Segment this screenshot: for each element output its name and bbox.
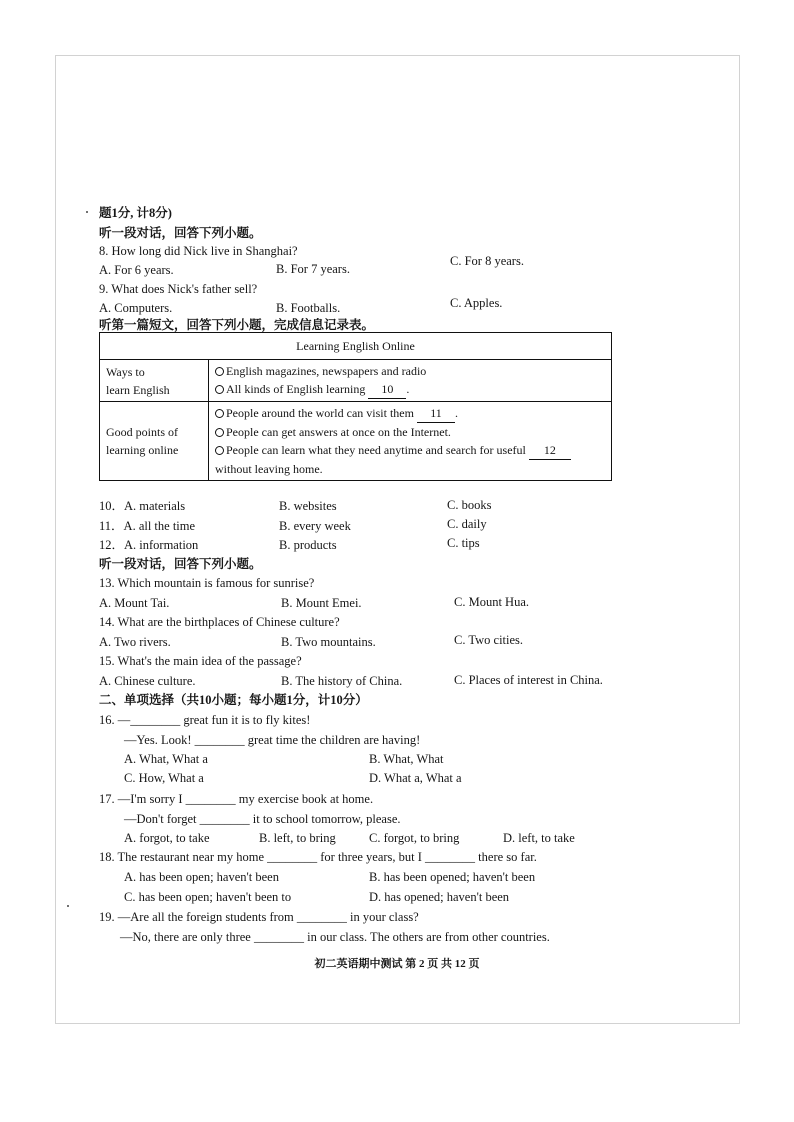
q14-option-c: C. Two cities. — [454, 633, 524, 647]
question-8: 8. How long did Nick live in Shanghai? — [99, 244, 298, 258]
q9-option-c: C. Apples. — [450, 296, 503, 310]
item-text: . — [406, 382, 410, 396]
scan-speck — [86, 211, 88, 213]
section-intro: 题1分, 计8分) — [99, 206, 172, 220]
page-footer: 初二英语期中测试 第 2 页 共 12 页 — [314, 958, 480, 970]
q16-option-c: C. How, What a — [124, 771, 204, 785]
table-item — [215, 404, 605, 423]
q18-option-d: D. has opened; haven't been — [369, 890, 510, 904]
label-line: learning online — [106, 443, 179, 457]
q14-option-a: A. Two rivers. — [99, 635, 171, 649]
blank-10[interactable]: 10 — [368, 380, 406, 399]
q12-option-c: C. tips — [447, 536, 480, 550]
q11-option-b: B. every week — [279, 519, 351, 533]
question-15: 15. What's the main idea of the passage? — [99, 654, 302, 668]
label-line: learn English — [106, 382, 170, 397]
question-19-reply: —No, there are only three ________ in our class. The others are from other countries. — [120, 930, 550, 944]
blank-12[interactable]: 12 — [529, 441, 571, 460]
item-text: . — [454, 406, 458, 420]
q16-option-b: B. What, What — [369, 752, 444, 766]
circle-bullet-icon — [215, 367, 224, 376]
dialog-instruction: 听一段对话，回答下列小题。 — [99, 557, 262, 571]
q13-option-b: B. Mount Emei. — [281, 596, 362, 610]
q9-option-b: B. Footballs. — [276, 301, 341, 315]
question-13: 13. Which mountain is famous for sunrise? — [99, 576, 315, 590]
table-item — [215, 423, 605, 441]
table-title: Learning English Online — [100, 333, 612, 360]
q9-option-a: A. Computers. — [99, 301, 173, 315]
q10-option-b: B. websites — [279, 499, 337, 513]
q18-option-b: B. has been opened; haven't been — [369, 870, 536, 884]
q15-option-c: C. Places of interest in China. — [454, 673, 603, 687]
label-line: Ways to — [106, 364, 145, 379]
q14-option-b: B. Two mountains. — [281, 635, 376, 649]
q16-option-a: A. What, What a — [124, 752, 208, 766]
q17-option-a: A. forgot, to take — [124, 831, 210, 845]
question-9: 9. What does Nick's father sell? — [99, 282, 258, 296]
q18-option-c: C. has been open; haven't been to — [124, 890, 292, 904]
q17-option-c: C. forgot, to bring — [369, 831, 460, 845]
q16-option-d: D. What a, What a — [369, 771, 462, 785]
question-16: 16. —________ great fun it is to fly kites! — [99, 713, 311, 727]
q11-option-a: 11．A. all the time — [99, 519, 196, 533]
table-row-label — [100, 360, 209, 402]
item-text: People around the world can visit them — [226, 406, 417, 420]
info-record-table — [99, 332, 612, 481]
q8-option-c: C. For 8 years. — [450, 254, 524, 268]
circle-bullet-icon — [215, 409, 224, 418]
scan-speck — [67, 905, 69, 907]
table-item — [215, 441, 605, 460]
q10-option-c: C. books — [447, 498, 492, 512]
q18-option-a: A. has been open; haven't been — [124, 870, 279, 884]
dialog-instruction: 听一段对话，回答下列小题。 — [99, 226, 262, 240]
passage-instruction: 听第一篇短文，回答下列小题，完成信息记录表。 — [99, 318, 375, 332]
blank-11[interactable]: 11 — [417, 404, 455, 423]
q12-option-a: 12．A. information — [99, 538, 199, 552]
label-line: Good points of — [106, 425, 178, 439]
table-row-content — [209, 360, 612, 402]
q17-option-d: D. left, to take — [503, 831, 575, 845]
question-17: 17. —I'm sorry I ________ my exercise book at home. — [99, 792, 374, 806]
table-item — [215, 362, 605, 380]
q15-option-a: A. Chinese culture. — [99, 674, 196, 688]
q12-option-b: B. products — [279, 538, 337, 552]
circle-bullet-icon — [215, 428, 224, 437]
item-text: All kinds of English learning — [226, 382, 369, 396]
circle-bullet-icon — [215, 385, 224, 394]
item-text: People can get answers at once on the Internet. — [226, 425, 451, 439]
item-text: English magazines, newspapers and radio — [226, 364, 427, 378]
q13-option-a: A. Mount Tai. — [99, 596, 170, 610]
table-row-content — [209, 402, 612, 481]
table-row-label — [100, 402, 209, 481]
q8-option-a: A. For 6 years. — [99, 263, 174, 277]
q13-option-c: C. Mount Hua. — [454, 595, 529, 609]
table-item — [215, 380, 605, 399]
table-item-continuation: without leaving home. — [215, 462, 323, 476]
question-17-reply: —Don't forget ________ it to school tomorrow, please. — [124, 812, 401, 826]
part-2-heading: 二、单项选择（共10小题；每小题1分，计10分） — [99, 693, 368, 707]
question-18: 18. The restaurant near my home ________ for three years, but I ________ there so far. — [99, 850, 537, 864]
q11-option-c: C. daily — [447, 517, 487, 531]
item-text: People can learn what they need anytime and search for useful — [226, 443, 529, 457]
question-14: 14. What are the birthplaces of Chinese culture? — [99, 615, 340, 629]
question-16-reply: —Yes. Look! ________ great time the children are having! — [124, 733, 421, 747]
q15-option-b: B. The history of China. — [281, 674, 403, 688]
q8-option-b: B. For 7 years. — [276, 262, 350, 276]
circle-bullet-icon — [215, 446, 224, 455]
question-19: 19. —Are all the foreign students from ________ in your class? — [99, 910, 419, 924]
q10-option-a: 10．A. materials — [99, 499, 186, 513]
q17-option-b: B. left, to bring — [259, 831, 336, 845]
